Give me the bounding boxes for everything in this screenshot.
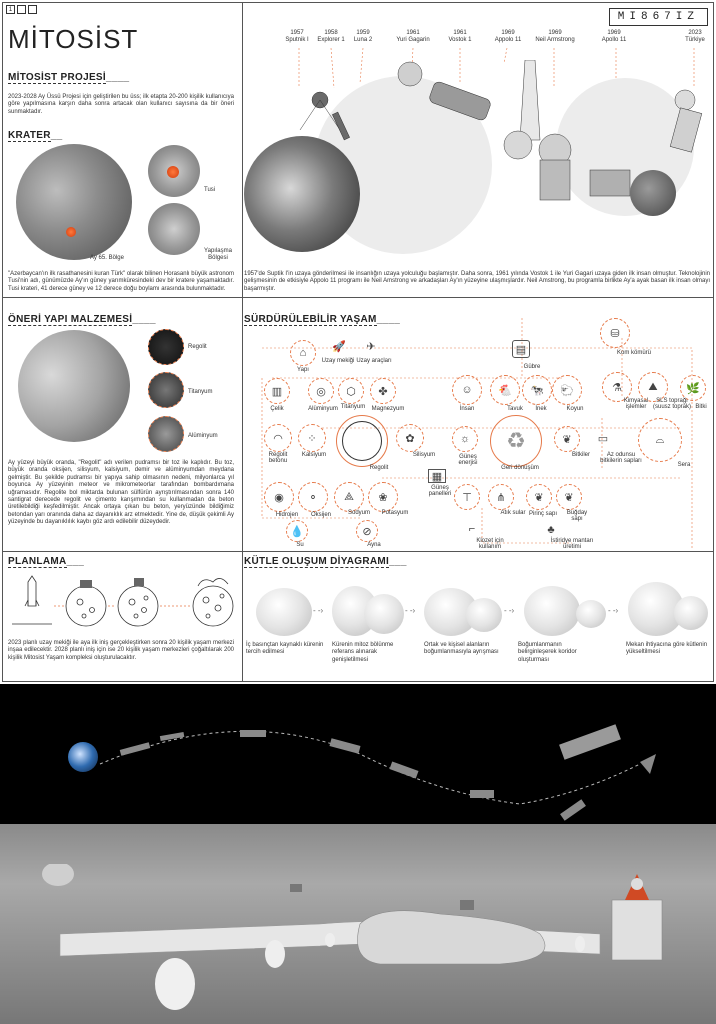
su-node: 💧 (286, 520, 308, 542)
kalsiyum-node: ⁘ (298, 424, 326, 452)
project-text: 2023-2028 Ay Üssü Projesi için geliştirilen bu üss; ilk etapta 20-200 kişilik kullanıcıya göre yapılmasına karşın daha sonra artacak olan kullanıcı sayısına da bir öneri sunmaktadır. (8, 94, 234, 115)
sls-label: SLS toprağı (suusz toprak) (652, 398, 691, 410)
kom-komuru-node: ⛁ (600, 318, 630, 348)
bitkiler-label: Bitkiler (571, 452, 590, 458)
az-odunsu-node: ▭ (597, 432, 609, 445)
sera-node: ⌓ (638, 418, 682, 462)
tavuk-node: 🐔 (490, 375, 520, 405)
pirinc-sapi-label: Pirinç sapı (528, 511, 557, 517)
mass-arrow-1: - -› (313, 606, 324, 615)
regolit-image (148, 329, 184, 365)
project-code: MI867IZ (609, 8, 708, 26)
timeline-text: 1957'de Suptik I'in uzaya gönderilmesi ile insanlığın uzaya yolculuğu başlamıştır. Daha sonra, 1961 yılında Vostok 1 ile Yuri Gagari uzaya giden ilk insan olmuştur. Teknolojinin gelişmesinin de etkisiyle Appolo 11 programı ile Neil Amstrong ve arkadaşları Ay'ın yüzeyine ulaşmışlardır. Neil Amstrong, bu programla birlikte Ay'a ayak basan ilk insan olmayı başarmıştır. (244, 271, 710, 292)
moon-image (16, 144, 132, 260)
inek-node: 🐄 (522, 375, 552, 405)
sodyum-node: ⟁ (334, 482, 364, 512)
row-divider-lower (3, 551, 713, 552)
bugday-sapi-node: ❦ (556, 484, 582, 510)
tavuk-label: Tavuk (507, 406, 523, 412)
aluminyum-label: Alüminyum (188, 433, 218, 439)
planning-diagram (8, 572, 234, 632)
kalsiyum-label: Kalsiyum (301, 452, 327, 458)
lunar-base-render (0, 684, 716, 1024)
regolit-betonu-node: ◠ (264, 424, 292, 452)
base-structures (0, 864, 716, 1024)
tusi-label: Tusi (204, 187, 216, 193)
project-heading: MİTOSİST PROJESİ____ (8, 72, 130, 83)
istiridye-node: ♣ (547, 524, 555, 536)
atik-sular-node: ⋔ (488, 484, 514, 510)
sustainable-heading: SÜRDÜRÜLEBİLİR YAŞAM____ (244, 314, 401, 325)
sera-label: Sera (677, 462, 691, 468)
regolit-node (336, 415, 388, 467)
mass-step-4a (524, 586, 580, 636)
hidrojen-node: ◉ (264, 482, 294, 512)
mass-arrow-4: - -› (608, 606, 619, 615)
mass-step-5b (674, 596, 708, 630)
materials-text: Ay yüzeyi büyük oranda, "Regolit" adı verilen pudramsı bir toz ile kaplıdır. Bu toz, büyük oranda oksijen, silisyum, kalsiyum, demir ve alüminyumdan meydana gelmiştir. Bu şekilde pudramsı bir yapıya sahip olmasının nedeni, milyonlarca yıl boyunca Ay yüzeyinin meteor ve mikrometeorlar tarafından bombardımana uğramasıdır. Regolite bol miktarda bulunan sülfürün ayrıştırılmasından sonra 140 santigrat derecede regolit ve çimento karışımından su kullanmadan da beton üretilebildiği keşfedilmiştir. Ancak ortaya çıkan bu beton, yeryüzünde bildiğimiz betondan yarı oranında daha az dayanıklık arz etmektedir. Yine de, düşük çekimli Ay yüzeyinde bu dayanıklılık kaybı göz ardı edilebilir düzeydedir. (8, 460, 234, 526)
timeline-event-6: 1969 Appolo 11 (494, 30, 522, 43)
aluminyum-node-label: Alüminyum (308, 406, 338, 412)
kom-komuru-label: Kom kömürü (616, 350, 651, 356)
crater-text: "Azerbaycan'ın ilk rasathanesini kuran Türk" olarak bilinen Horasanlı büyük astronom Tusi'nin adı, günümüzde Ay'ın güney yarımküresindeki dev bir kratere yaşamaktadır. Tusi krateri, 41 derece güney ve 12 derece doğu boylamı arasında bulunmaktadır. (8, 271, 234, 292)
klozet-label: Klozet için kullanım (476, 538, 504, 550)
mass-step-4b (576, 600, 606, 628)
magnezyum-label: Magnezyum (371, 406, 405, 412)
kimyasal-node: ⚗ (602, 372, 632, 402)
kimyasal-label: Kimyasal işlemler (623, 398, 649, 410)
uzay-mekigi-label: Uzay mekiği (321, 358, 355, 364)
timeline-event-7: 1969 Neil Armstrong (535, 30, 575, 43)
mass-arrow-2: - -› (405, 606, 416, 615)
insan-node: ☺ (452, 375, 482, 405)
aluminyum-image (148, 416, 184, 452)
regolit-label: Regolit (188, 344, 207, 350)
su-label: Su (296, 542, 304, 548)
moon-2023-image (630, 170, 676, 216)
mass-step-1 (256, 588, 312, 636)
timeline-event-2: 1958 Explorer 1 (317, 30, 345, 43)
gunes-enerjisi-node: ☼ (452, 426, 478, 452)
mass-heading: KÜTLE OLUŞUM DİYAGRAMI___ (244, 556, 407, 567)
silisyum-node: ✿ (396, 424, 424, 452)
mass-step-2b (364, 594, 404, 634)
yapi-node: ⌂ (290, 340, 316, 366)
page-mark-1: 1 (6, 5, 15, 14)
celik-node: ▥ (264, 378, 290, 404)
bitkiler-node: ❦ (554, 426, 580, 452)
tusi-marker (167, 166, 179, 178)
bitki-node: 🌿 (680, 375, 706, 401)
timeline-event-4: 1961 Yuri Gagarin (396, 30, 430, 43)
timeline-event-1: 1957 Sputnik I (285, 30, 309, 43)
celik-label: Çelik (270, 406, 284, 412)
planning-text: 2023 planlı uzay mekiği ile aya ilk iniş gerçekleştirken sonra 20 kişilik yaşam merkezi inşaa edilecektir. 2028 planlı iniş için ise 20 kişilik yaşam merkezleri çoğaltılarak 200 kişilik Mitosist Yaşam kompleksi oluşturulacaktır. (8, 640, 234, 661)
az-odunsu-label: Az odunsu bitkilerin sapları (600, 452, 642, 464)
materials-heading: ÖNERİ YAPI MALZEMESİ____ (8, 314, 156, 325)
site-marker (66, 227, 76, 237)
uzay-araclari-label: Uzay araçları (356, 358, 392, 364)
uzay-mekigi-node: 🚀 (332, 340, 346, 353)
geri-donusum-label: Geri dönüşüm (501, 465, 539, 471)
koyun-label: Koyun (566, 406, 584, 412)
mass-step-5-text: Mekan ihtiyacına göre kütlenin yükseltilmesi (626, 642, 708, 656)
material-moon-image (18, 330, 130, 442)
aluminyum-node: ◎ (308, 378, 334, 404)
regolit-node-label: Regolit (369, 465, 389, 471)
mass-step-4-text: Boğumlanmanın belirginleşerek koridor oluşturması (518, 642, 577, 663)
site-area-image (148, 203, 200, 255)
gunes-enerjisi-label: Güneş enerjisi (458, 454, 478, 466)
mass-step-2-text: Kürenin mitoz bölünme referans alınarak genişletilmesi (332, 642, 394, 663)
timeline-event-9: 2023 Türkiye (685, 30, 705, 43)
mass-step-3-text: Ortak ve kişisel alanların boğumlanmasıyla ayrışması (424, 642, 499, 656)
potasyum-node: ❀ (368, 482, 398, 512)
planning-heading: PLANLAMA___ (8, 556, 85, 567)
musluk-node: ⊤ (454, 484, 480, 510)
geri-donusum-node: ♻ (490, 415, 542, 467)
insan-label: İnsan (459, 406, 475, 412)
mass-step-3b (466, 598, 502, 632)
sodyum-label: Sodyum (347, 510, 370, 516)
gunes-panelleri-node: ▦ (428, 469, 446, 483)
timeline-event-5: 1961 Vostok 1 (448, 30, 472, 43)
uzay-araclari-node: ✈ (366, 340, 376, 353)
silisyum-label: Silisyum (412, 452, 436, 458)
page-mark-2 (17, 5, 26, 14)
page-mark-3 (28, 5, 37, 14)
oksijen-node: ⚬ (298, 482, 328, 512)
inek-label: İnek (535, 406, 547, 412)
ayna-label: Ayna (367, 542, 381, 548)
hidrojen-label: Hidrojen (275, 512, 299, 518)
potasyum-label: Potasyum (381, 510, 409, 516)
mass-arrow-3: - -› (504, 606, 515, 615)
istiridye-label: İstiridye mantarı üretimi (550, 538, 594, 550)
regolit-betonu-label: Regolit betonu (268, 452, 288, 464)
sls-node: ⛰ (638, 372, 668, 402)
row-divider (3, 297, 713, 298)
pirinc-sapi-node: ❦ (526, 484, 552, 510)
gubre-label: Gübre (523, 364, 541, 370)
crater-heading: KRATER__ (8, 130, 63, 141)
magnezyum-node: ✤ (370, 378, 396, 404)
titanyum-label: Titanyum (188, 389, 213, 395)
gubre-node: ▤ (512, 340, 530, 358)
mass-step-1-text: İç basınçtan kaynaklı kürenin tercih edilmesi (246, 642, 324, 656)
timeline-event-8: 1969 Apollo 11 (601, 30, 627, 43)
ayna-node: ⊘ (356, 520, 378, 542)
titanyum-image (148, 372, 184, 408)
oksijen-label: Oksijen (310, 512, 331, 518)
region-label: Ay 65. Bölge (90, 255, 124, 261)
trajectory-path (0, 694, 716, 834)
page-title: MİTOSİST (8, 24, 139, 54)
atik-sular-label: Atık sular (500, 510, 526, 516)
bugday-sapi-label: Buğday sapı (566, 510, 588, 522)
bitki-label: Bitki (695, 404, 707, 410)
yapi-label: Yapı (297, 367, 309, 373)
titanyum-node: ⬡ (338, 378, 364, 404)
koyun-node: 🐑 (552, 375, 582, 405)
titanyum-node-label: Titanyum (340, 404, 366, 410)
timeline-event-3: 1959 Luna 2 (353, 30, 373, 43)
klozet-node: ⌐ (468, 523, 476, 535)
gunes-panelleri-label: Güneş panelleri (428, 485, 452, 497)
site-label: Yapılaşma Bölgesi (204, 248, 232, 261)
